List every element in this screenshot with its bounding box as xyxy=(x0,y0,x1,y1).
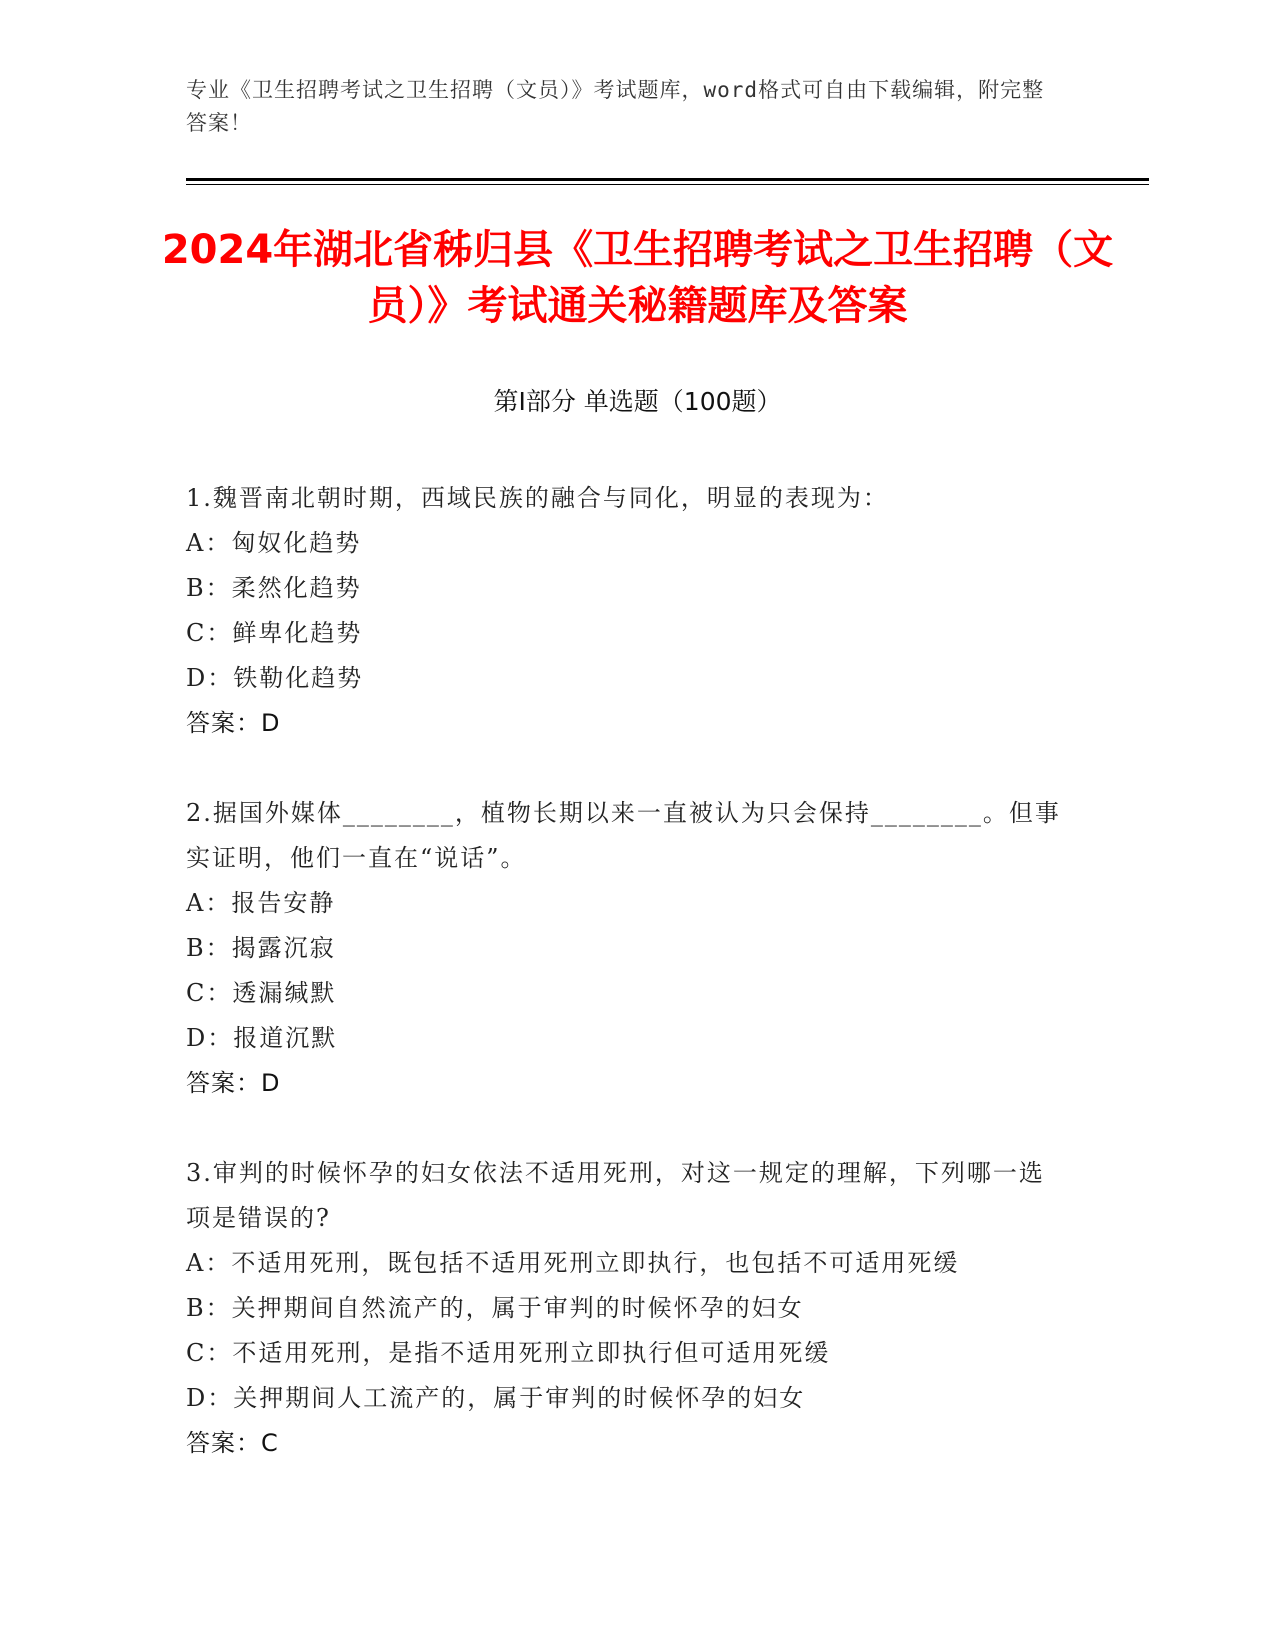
option-b: B：关押期间自然流产的，属于审判的时候怀孕的妇女 xyxy=(186,1294,804,1322)
header-divider-thin xyxy=(186,184,1149,185)
question-list xyxy=(186,476,1066,1511)
answer: 答案：D xyxy=(186,709,281,737)
question-2 xyxy=(186,791,1066,1106)
option-c: C：不适用死刑，是指不适用死刑立即执行但可适用死缓 xyxy=(186,1339,831,1367)
option-c: C：鲜卑化趋势 xyxy=(186,619,363,647)
option-c: C：透漏缄默 xyxy=(186,979,337,1007)
option-d: D：关押期间人工流产的，属于审判的时候怀孕的妇女 xyxy=(186,1384,806,1412)
option-a: A：不适用死刑，既包括不适用死刑立即执行，也包括不可适用死缓 xyxy=(186,1249,960,1277)
header-divider-thick xyxy=(186,178,1149,181)
option-a: A：匈奴化趋势 xyxy=(186,529,362,557)
question-stem: 1.魏晋南北朝时期，西域民族的融合与同化，明显的表现为： xyxy=(186,484,889,512)
option-b: B：揭露沉寂 xyxy=(186,934,336,962)
option-b: B：柔然化趋势 xyxy=(186,574,362,602)
question-1 xyxy=(186,476,1066,746)
document-title: 2024年湖北省秭归县《卫生招聘考试之卫生招聘（文员）》考试通关秘籍题库及答案 xyxy=(161,227,1114,329)
question-3 xyxy=(186,1151,1066,1466)
answer: 答案：C xyxy=(186,1429,279,1457)
question-stem: 3.审判的时候怀孕的妇女依法不适用死刑，对这一规定的理解，下列哪一选项是错误的? xyxy=(186,1159,1045,1232)
option-d: D：报道沉默 xyxy=(186,1024,338,1052)
option-a: A：报告安静 xyxy=(186,889,336,917)
question-stem: 2.据国外媒体________，植物长期以来一直被认为只会保持________。但事实证明，他们一直在“说话”。 xyxy=(186,799,1061,872)
option-d: D：铁勒化趋势 xyxy=(186,664,364,692)
answer: 答案：D xyxy=(186,1069,281,1097)
header-note: 专业《卫生招聘考试之卫生招聘（文员）》考试题库，word格式可自由下载编辑，附完整答案！ xyxy=(186,78,1045,135)
section-title: 第Ⅰ部分 单选题（100题） xyxy=(493,387,782,416)
